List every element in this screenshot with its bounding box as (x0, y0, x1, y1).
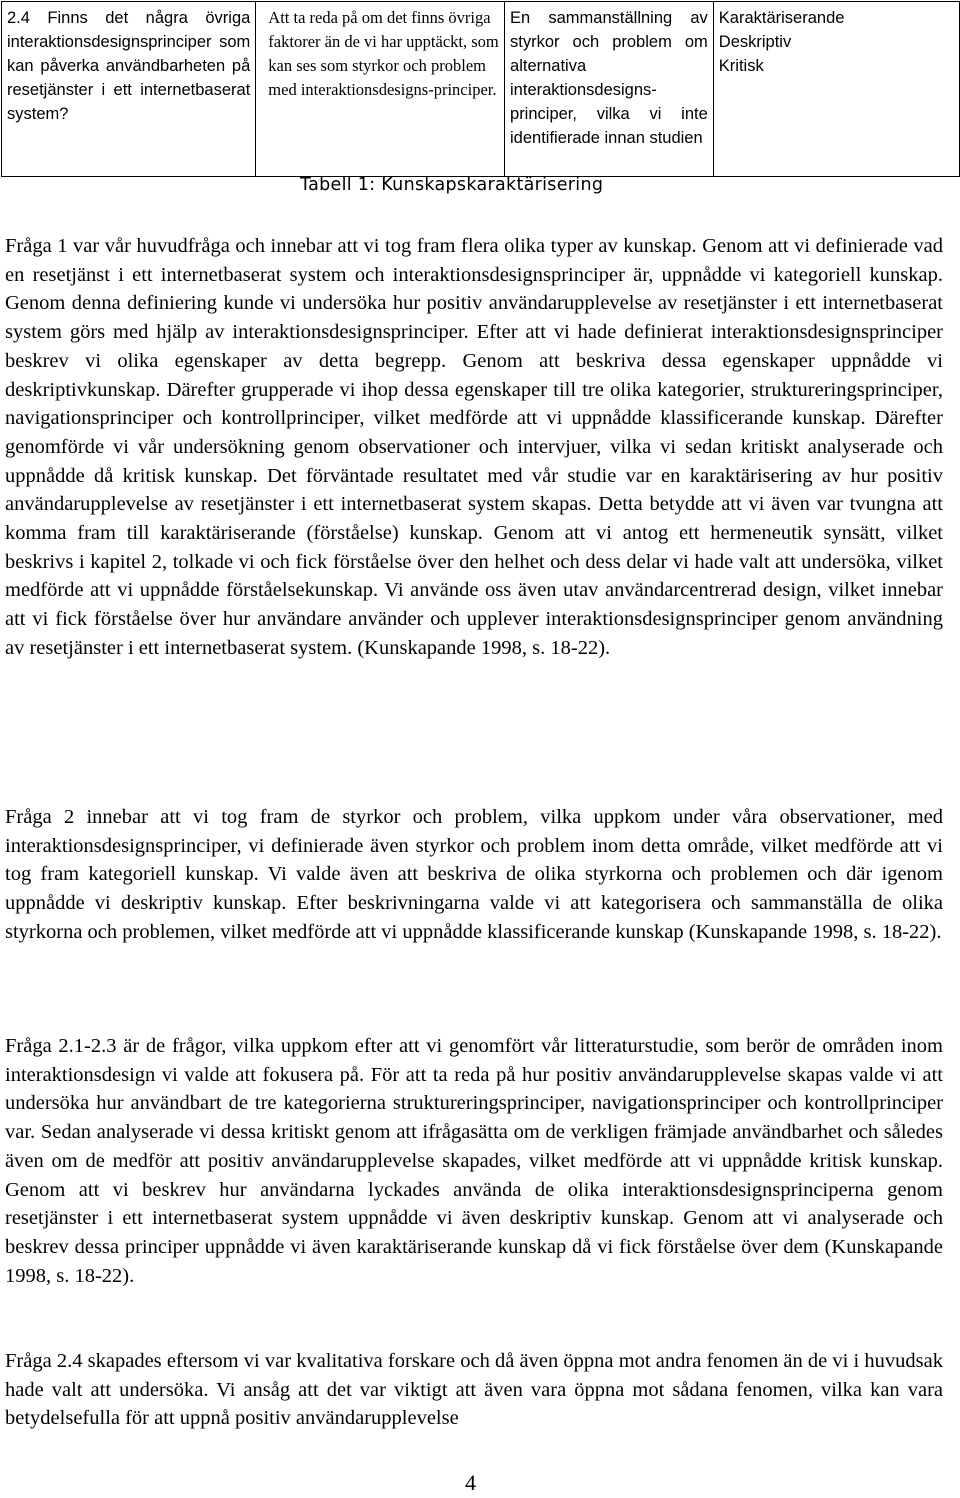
paragraph: Fråga 2.1-2.3 är de frågor, vilka uppkom efter att vi genomfört vår litteraturstudie, som berör de områden inom interaktionsdesign vi valde att fokusera på. För att ta reda på hur positiv användarupplevelse skapas valde vi att undersöka hur användbart de tre kategorierna struktureringsprinciper, navigationsprinciper och kontrollprinciper var. Sedan analyserade vi dessa kritiskt genom att ifrågasätta om de verkligen främjade användbarhet och således även om de medför att positiv användarupplevelse skapades, vilket medförde att vi uppnådde kritisk kunskap. Genom att vi beskrev hur användarna lyckades använda de olika interaktionsdesignsprinciperna genom resetjänster i ett internetbaserat system uppnådde vi även deskriptiv kunskap. Genom att vi analyserade och beskrev dessa principer uppnådde vi även karaktäriserande kunskap då vi fick förståelse över dem (Kunskapande 1998, s. 18-22). (5, 1035, 943, 1287)
paragraph: Fråga 2.4 skapades eftersom vi var kvalitativa forskare och då även öppna mot andra fenomen än de vi i huvudsak hade valt att undersöka. Vi ansåg att det var viktigt att även vara öppna mot sådana fenomen, vilka kan vara betydelsefulla för att uppnå positiv användarupplevelse (5, 1350, 943, 1430)
table-row (2, 2, 960, 177)
knowledge-type: Karaktäriserande (718, 9, 845, 27)
knowledge-table (1, 1, 960, 177)
paragraph: Fråga 2 innebar att vi tog fram de styrkor och problem, vilka uppkom under våra observationer, med interaktionsdesignsprinciper, vi definierade även styrkor och problem inom detta område, vilket medförde att vi tog fram kategoriell kunskap. Vi valde även att beskriva de olika styrkorna och problemen och där igenom uppnådde vi deskriptiv kunskap. Efter beskrivningarna valde vi att kategorisera och sammanställa de olika styrkorna och problemen, vilket medförde att vi uppnådde klassificerande kunskap (Kunskapande 1998, s. 18-22). (5, 806, 943, 943)
page-number: 4 (465, 1470, 476, 1495)
table-cell-purpose: Att ta reda på om det finns övriga faktorer än de vi har upptäckt, som kan ses som styrkor och problem med interaktionsdesigns-principer. (256, 2, 505, 177)
table-cell-result: En sammanställning av styrkor och problem om alternativa interaktionsdesigns-principer, vilka vi inte identifierade innan studien (505, 2, 714, 177)
knowledge-type: Deskriptiv (718, 33, 792, 51)
table-caption: Tabell 1: Kunskapskaraktärisering (300, 175, 604, 195)
table-cell-knowledge-types (713, 2, 959, 177)
knowledge-type: Kritisk (718, 57, 764, 75)
paragraph: Fråga 1 var vår huvudfråga och innebar att vi tog fram flera olika typer av kunskap. Genom att vi definierade vad en resetjänst i ett internetbaserat system och interaktionsdesignsprinciper är, uppnådde vi kategoriell kunskap. Genom denna definiering kunde vi undersöka hur positiv användarupplevelse av resetjänster i ett internetbaserat system görs med hjälp av interaktionsdesignsprinciper. Efter att vi hade definierat interaktionsdesignsprinciper beskrev vi olika egenskaper av detta begrepp. Genom att beskriva dessa egenskaper uppnådde vi deskriptivkunskap. Därefter grupperade vi ihop dessa egenskaper till tre olika kategorier, struktureringsprinciper, navigationsprinciper och kontrollprinciper, vilket medförde att vi uppnådde klassificerande kunskap. Därefter genomförde vi vår undersökning genom observationer och intervjuer, vilka vi sedan kritiskt analyserade och uppnådde då kritisk kunskap. Det förväntade resultatet med vår studie var en karaktärisering av hur positiv användarupplevelse av resetjänster i ett internetbaserat system skapas. Detta betydde att vi även var tvungna att komma fram till karaktäriserande (förståelse) kunskap. Genom att vi antog ett hermeneutik synsätt, vilket beskrivs i kapitel 2, tolkade vi och fick förståelse över den helhet och dess delar vi hade valt att undersöka, vilket medförde att vi uppnådde förståelsekunskap. Vi använde oss även utav användarcentrerad design, vilket innebar att vi fick förståelse över hur användare använder och upplever interaktionsdesignsprinciper genom användning av resetjänster i ett internetbaserat system. (Kunskapande 1998, s. 18-22). (5, 235, 943, 659)
table-cell-question: 2.4 Finns det några övriga interaktionsdesignsprinciper som kan påverka användbarheten på resetjänster i ett internetbaserat system? (2, 2, 256, 177)
